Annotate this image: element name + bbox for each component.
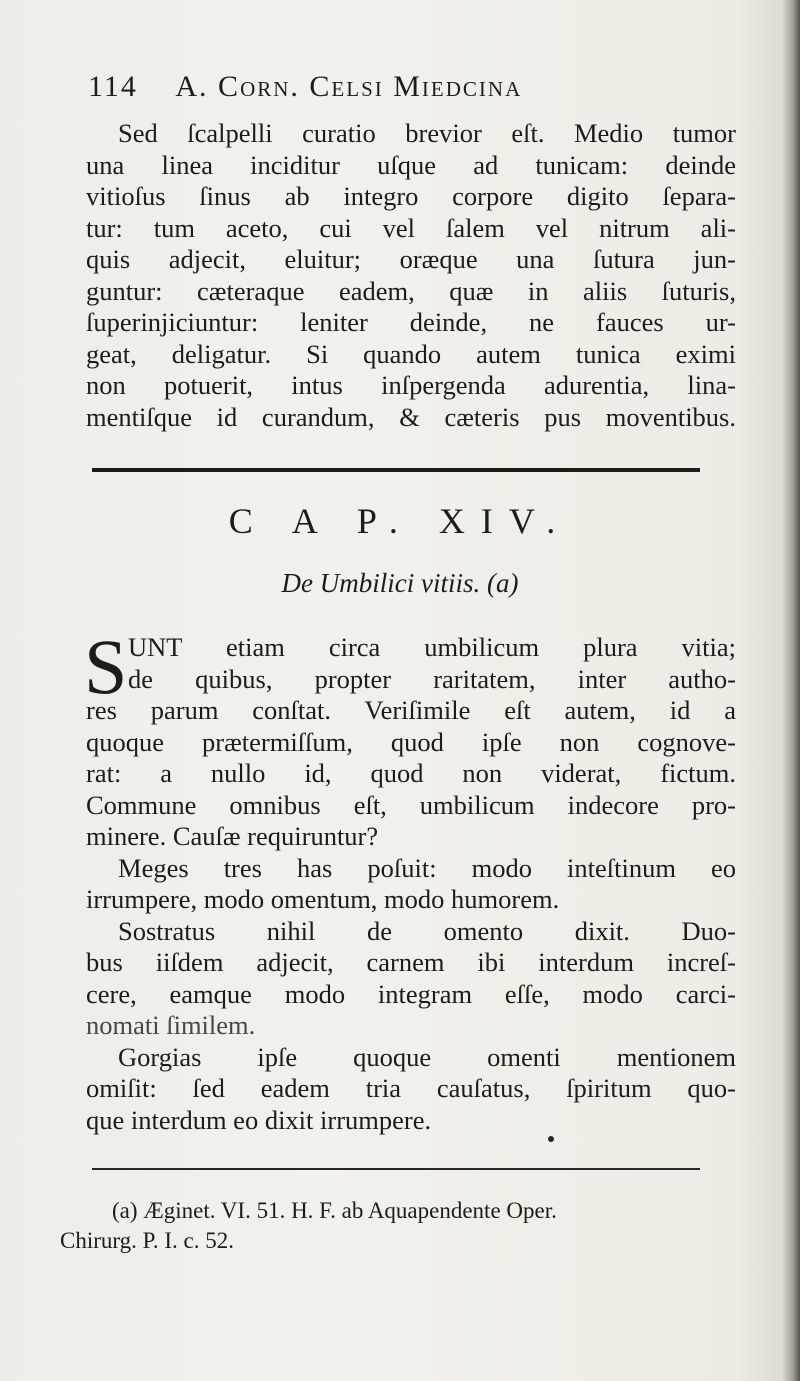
paragraph-1 bbox=[86, 118, 736, 433]
chapter-title: C A P. XIV. bbox=[228, 501, 572, 541]
section-divider-thick bbox=[92, 468, 700, 472]
text-line: bus iiſdem adjecit, carnem ibi interdum increſ- bbox=[86, 947, 736, 977]
text-line: geat, deligatur. Si quando autem tunica eximi bbox=[86, 338, 736, 369]
text-line: Sed ſcalpelli curatio brevior eſt. Medio tumor bbox=[118, 118, 736, 148]
text-line: quoque prætermiſſum, quod ipſe non cognove- bbox=[86, 726, 736, 757]
text-line: res parum conſtat. Veriſimile eſt autem, id a bbox=[86, 695, 736, 725]
footnote-line: Chirurg. P. I. c. 52. bbox=[60, 1228, 234, 1253]
text-line: Gorgias ipſe quoque omenti mentionem bbox=[118, 1041, 736, 1072]
text-line: non potuerit, intus inſpergenda adurentia, lina- bbox=[86, 370, 736, 400]
page-number: 114 bbox=[88, 70, 138, 103]
footnote-line: (a) Æginet. VI. 51. H. F. ab Aquapendente Oper. bbox=[112, 1198, 557, 1223]
text-line: UNT etiam circa umbilicum plura vitia; bbox=[128, 632, 736, 662]
text-line: irrumpere, modo omentum, modo humorem. bbox=[86, 884, 560, 914]
running-title: A. Corn. Celsi Miedcina bbox=[175, 70, 523, 103]
text-line: vitioſus ſinus ab integro corpore digito ſepara- bbox=[86, 181, 736, 211]
page-edge-shadow bbox=[782, 0, 800, 1381]
text-line: minere. Cauſæ requiruntur? bbox=[86, 821, 379, 851]
text-line: Commune omnibus eſt, umbilicum indecore pro- bbox=[86, 789, 736, 820]
drop-cap: S bbox=[84, 623, 128, 710]
text-line: cere, eamque modo integram eſſe, modo carci- bbox=[86, 978, 736, 1009]
text-line: una linea inciditur uſque ad tunicam: deinde bbox=[86, 149, 736, 180]
ink-speck bbox=[548, 1136, 554, 1142]
text-line: guntur: cæteraque eadem, quæ in aliis ſuturis, bbox=[86, 275, 736, 306]
text-line: mentiſque id curandum, & cæteris pus moventibus. bbox=[86, 401, 736, 432]
text-line: que interdum eo dixit irrumpere. bbox=[86, 1104, 432, 1135]
chapter-subtitle: De Umbilici vitiis. (a) bbox=[281, 568, 519, 598]
footnote-divider bbox=[92, 1168, 700, 1170]
text-line: Sostratus nihil de omento dixit. Duo- bbox=[118, 915, 736, 946]
text-line: quis adjecit, eluitur; oræque una ſutura jun- bbox=[86, 244, 736, 274]
text-line: rat: a nullo id, quod non viderat, fictum. bbox=[86, 758, 736, 788]
text-line: omiſit: ſed eadem tria cauſatus, ſpiritum quo- bbox=[86, 1073, 736, 1103]
text-line: tur: tum aceto, cui vel ſalem vel nitrum ali- bbox=[86, 212, 736, 243]
text-line: ſuperinjiciuntur: leniter deinde, ne fauces ur- bbox=[86, 307, 736, 337]
paragraph-2 bbox=[84, 623, 736, 1136]
text-line: nomati ſimilem. bbox=[86, 1010, 256, 1040]
page-header bbox=[88, 70, 688, 104]
text-line: de quibus, propter raritatem, inter autho- bbox=[128, 663, 736, 694]
text-line: Meges tres has poſuit: modo inteſtinum eo bbox=[118, 852, 736, 883]
footnote bbox=[60, 1196, 712, 1256]
